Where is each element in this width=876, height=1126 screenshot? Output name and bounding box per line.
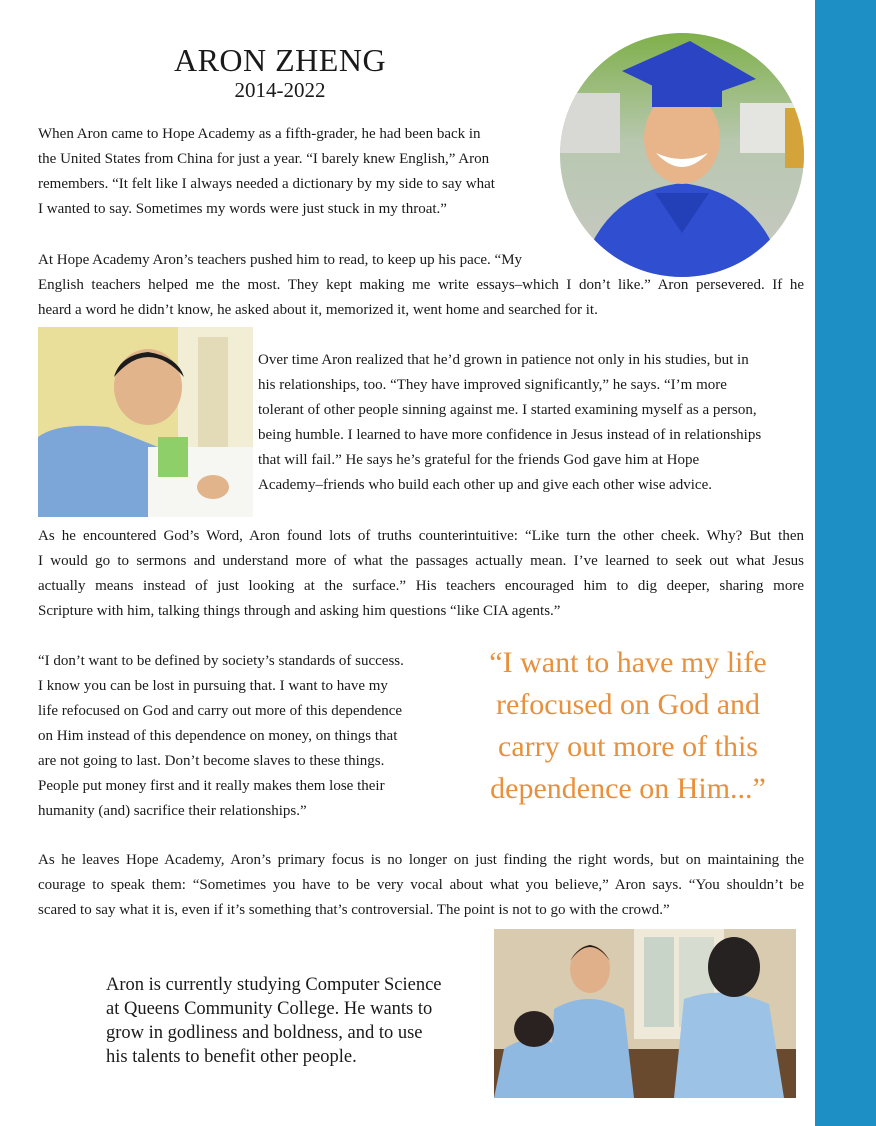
gods-word-paragraph xyxy=(38,524,804,624)
text-line: his talents to benefit other people. xyxy=(106,1047,357,1067)
intro-paragraph xyxy=(38,122,538,222)
text-line: As he encountered God’s Word, Aron found lots of truths counterintuitive: “Like turn the other cheek. Why? But then xyxy=(38,528,804,544)
text-line: I know you can be lost in pursuing that. I want to have my xyxy=(38,678,388,694)
leaving-paragraph xyxy=(38,848,804,923)
text-line: humanity (and) sacrifice their relationships.” xyxy=(38,803,307,819)
text-line: Scripture with him, talking things through and asking him questions “like CIA agents.” xyxy=(38,603,561,619)
text-line: As he leaves Hope Academy, Aron’s primary focus is no longer on just finding the right words, but on maintaining the xyxy=(38,852,804,868)
text-line: heard a word he didn’t know, he asked about it, memorized it, went home and searched for it. xyxy=(38,302,598,318)
text-line: tolerant of other people sinning against me. I started examining myself as a person, xyxy=(258,402,757,418)
text-line: Over time Aron realized that he’d grown in patience not only in his studies, but in xyxy=(258,352,749,368)
text-line: remembers. “It felt like I always needed a dictionary by my side to say what xyxy=(38,176,495,192)
text-line: English teachers helped me the most. They kept making me write essays–which I don’t like.” Aron persevered. If he xyxy=(38,277,804,293)
student-name: ARON ZHENG xyxy=(173,42,387,78)
profile-header xyxy=(130,42,430,102)
closing-statement xyxy=(106,973,486,1069)
attendance-years: 2014-2022 xyxy=(234,78,326,102)
quote-line: dependence on Him...” xyxy=(490,772,766,805)
text-line: at Queens Community College. He wants to xyxy=(106,999,433,1019)
text-line: on Him instead of this dependence on money, on things that xyxy=(38,728,398,744)
text-line: People put money first and it really makes them lose their xyxy=(38,778,385,794)
text-line: actually means instead of just looking at the surface.” His teachers encouraged him to dig deeper, sharing more xyxy=(38,578,804,594)
text-line: scared to say what it is, even if it’s something that’s controversial. The point is not to go with the crowd.” xyxy=(38,902,670,918)
quote-line: carry out more of this xyxy=(498,730,758,763)
success-paragraph xyxy=(38,649,458,824)
text-line: life refocused on God and carry out more of this dependence xyxy=(38,703,403,719)
text-line: I would go to sermons and understand more of what the passages actually mean. I’ve learned to seek out what Jesus xyxy=(38,553,804,569)
side-accent-bar xyxy=(815,0,876,1126)
graduation-portrait xyxy=(560,33,804,277)
text-line: Aron is currently studying Computer Science xyxy=(106,975,442,995)
text-line: courage to speak them: “Sometimes you have to be very vocal about what you believe,” Aron says. “You shouldn’t be xyxy=(38,877,804,893)
teachers-paragraph xyxy=(38,248,804,323)
text-line: When Aron came to Hope Academy as a fifth-grader, he had been back in xyxy=(38,126,481,142)
classroom-conversation-photo xyxy=(494,929,796,1098)
text-line: grow in godliness and boldness, and to use xyxy=(106,1023,423,1043)
text-line: Academy–friends who build each other up and give each other wise advice. xyxy=(258,477,712,493)
text-line: “I don’t want to be defined by society’s standards of success. xyxy=(38,653,404,669)
studying-photo xyxy=(38,327,253,517)
text-line: his relationships, too. “They have improved significantly,” he says. “I’m more xyxy=(258,377,727,393)
text-line: being humble. I learned to have more confidence in Jesus instead of in relationships xyxy=(258,427,762,443)
quote-line: “I want to have my life xyxy=(489,646,767,679)
text-line: I wanted to say. Sometimes my words were just stuck in my throat.” xyxy=(38,201,447,217)
pull-quote xyxy=(463,642,793,810)
patience-paragraph xyxy=(258,348,804,498)
text-line: are not going to last. Don’t become slaves to these things. xyxy=(38,753,385,769)
quote-line: refocused on God and xyxy=(495,688,761,721)
text-line: the United States from China for just a year. “I barely knew English,” Aron xyxy=(38,151,490,167)
text-line: that will fail.” He says he’s grateful for the friends God gave him at Hope xyxy=(258,452,700,468)
text-line: At Hope Academy Aron’s teachers pushed him to read, to keep up his pace. “My xyxy=(38,252,523,268)
